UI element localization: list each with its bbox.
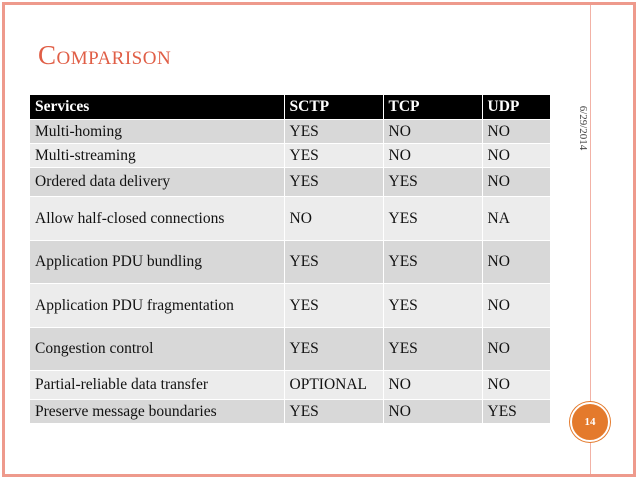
slide-date: 6/29/2014 [577,105,589,151]
table-row [30,400,550,424]
cell-sctp: YES [284,400,383,424]
cell-udp: NO [482,168,550,197]
cell-udp: NO [482,241,550,284]
header-sctp: SCTP [284,95,383,120]
table-row [30,197,550,241]
cell-udp: NO [482,120,550,144]
cell-udp: NA [482,197,550,241]
cell-tcp: YES [383,328,482,371]
header-udp: UDP [482,95,550,120]
cell-sctp: YES [284,241,383,284]
table-row [30,168,550,197]
cell-sctp: YES [284,328,383,371]
table-row [30,371,550,400]
cell-service: Partial-reliable data transfer [30,371,284,400]
cell-sctp: YES [284,168,383,197]
cell-udp: NO [482,371,550,400]
cell-udp: YES [482,400,550,424]
cell-service: Application PDU fragmentation [30,284,284,328]
cell-tcp: YES [383,241,482,284]
cell-sctp: YES [284,284,383,328]
cell-udp: NO [482,284,550,328]
page-number-badge: 14 [570,402,610,442]
cell-service: Allow half-closed connections [30,197,284,241]
cell-tcp: YES [383,168,482,197]
table-row [30,284,550,328]
cell-service: Preserve message boundaries [30,400,284,424]
cell-tcp: NO [383,144,482,168]
cell-tcp: NO [383,371,482,400]
cell-sctp: NO [284,197,383,241]
comparison-table [30,95,551,424]
header-tcp: TCP [383,95,482,120]
cell-service: Congestion control [30,328,284,371]
cell-udp: NO [482,144,550,168]
cell-service: Ordered data delivery [30,168,284,197]
cell-udp: NO [482,328,550,371]
table-header-row [30,95,550,120]
table-row [30,144,550,168]
cell-sctp: YES [284,120,383,144]
cell-tcp: YES [383,284,482,328]
table-row [30,328,550,371]
cell-tcp: YES [383,197,482,241]
cell-sctp: YES [284,144,383,168]
cell-service: Multi-streaming [30,144,284,168]
cell-tcp: NO [383,400,482,424]
table-row [30,241,550,284]
cell-sctp: OPTIONAL [284,371,383,400]
cell-service: Application PDU bundling [30,241,284,284]
slide-title: Comparison [38,40,172,70]
table-row [30,120,550,144]
cell-service: Multi-homing [30,120,284,144]
cell-tcp: NO [383,120,482,144]
header-services: Services [30,95,284,120]
